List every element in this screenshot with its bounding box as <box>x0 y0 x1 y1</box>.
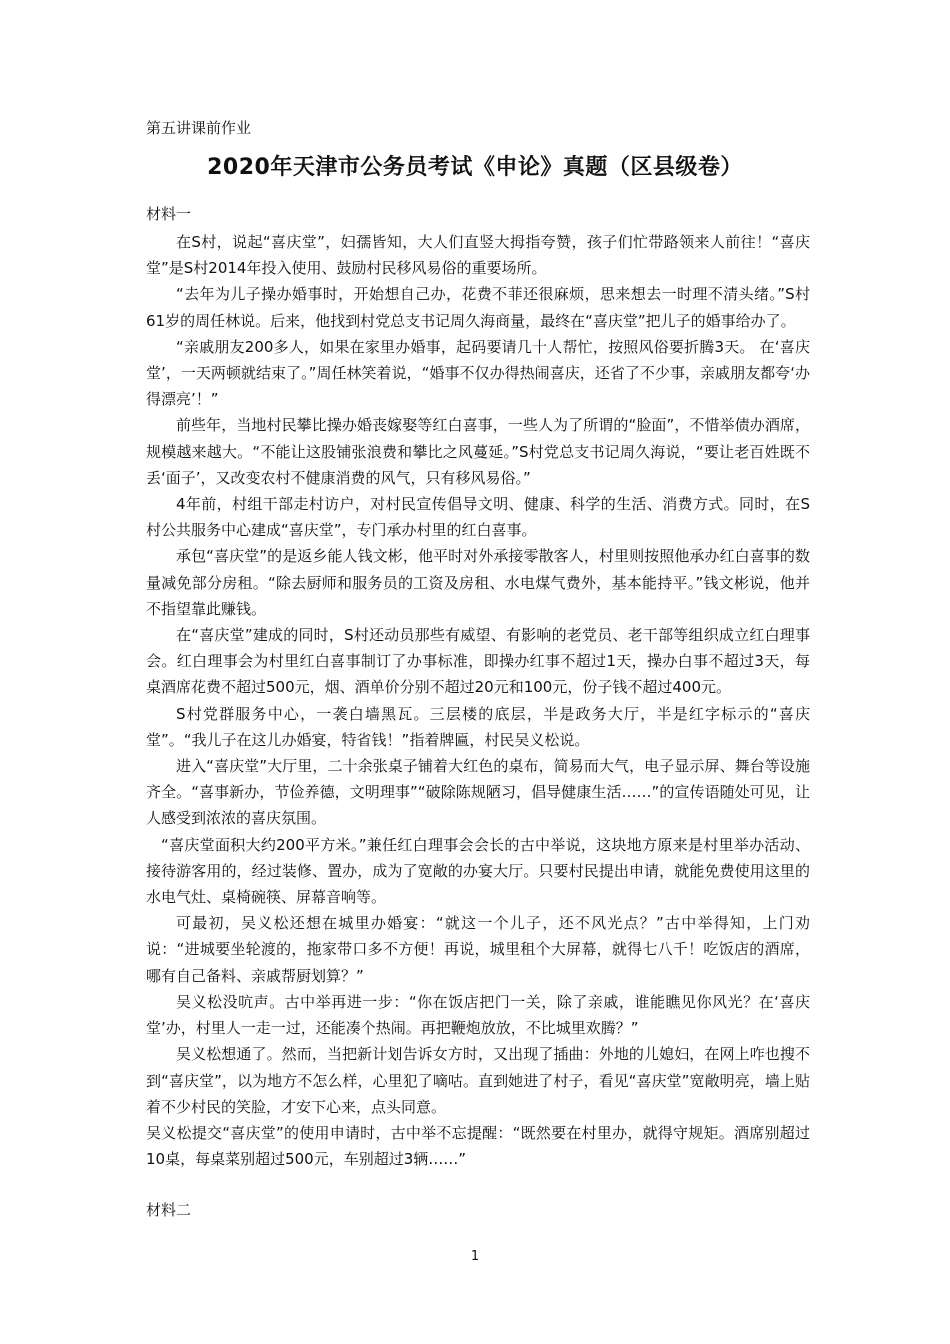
paragraph: 吴义松想通了。然而，当把新计划告诉女方时，又出现了插曲：外地的儿媳妇，在网上咋也搜不到“喜庆堂”，以为地方不怎么样，心里犯了嘀咕。直到她进了村子，看见“喜庆堂”宽敞明亮，墙上贴着不少村民的笑脸，才安下心来，点头同意。 <box>146 1045 810 1116</box>
section-label-material-1: 材料一 <box>146 205 192 223</box>
page-number: 1 <box>470 1249 480 1264</box>
paragraph: S村党群服务中心，一袭白墙黑瓦。三层楼的底层，半是政务大厅，半是红字标示的“喜庆堂”。“我儿子在这儿办婚宴，特省钱！”指着牌匾，村民吴义松说。 <box>146 704 810 749</box>
paragraph: 在“喜庆堂”建成的同时，S村还动员那些有威望、有影响的老党员、老干部等组织成立红白理事会。红白理事会为村里红白喜事制订了办事标准，即操办红事不超过1天，操办白事不超过3天，每桌酒席花费不超过500元，烟、酒单价分别不超过20元和100元，份子钱不超过400元。 <box>146 626 810 697</box>
section-label-material-2: 材料二 <box>146 1201 192 1219</box>
paragraph: 可最初，吴义松还想在城里办婚宴：“就这一个儿子，还不风光点？”古中举得知，上门劝说：“进城要坐轮渡的，拖家带口多不方便！再说，城里租个大屏幕，就得七八千！吃饭店的酒席，哪有自己备料、亲戚帮厨划算？” <box>146 914 810 985</box>
paragraph: 在S村，说起“喜庆堂”，妇孺皆知，大人们直竖大拇指夸赞，孩子们忙带路领来人前往！“喜庆堂”是S村2014年投入使用、鼓励村民移风易俗的重要场所。 <box>146 233 810 278</box>
paragraph: 承包“喜庆堂”的是返乡能人钱文彬，他平时对外承接零散客人，村里则按照他承办红白喜事的数量减免部分房租。“除去厨师和服务员的工资及房租、水电煤气费外，基本能持平。”钱文彬说，他并不指望靠此赚钱。 <box>146 547 810 618</box>
paragraph: 进入“喜庆堂”大厅里，二十余张桌子铺着大红色的桌布，简易而大气，电子显示屏、舞台等设施齐全。“喜事新办，节俭养德，文明理事”“破除陈规陋习，倡导健康生活……”的宣传语随处可见，让人感受到浓浓的喜庆氛围。 <box>146 757 810 828</box>
paragraph: “亲戚朋友200多人，如果在家里办婚事，起码要请几十人帮忙，按照风俗要折腾3天。 在‘喜庆堂’，一天两顿就结束了。”周任林笑着说，“婚事不仅办得热闹喜庆，还省了不少事，亲戚朋友都夸‘办得漂亮’！” <box>146 337 810 409</box>
document-title: 2020年天津市公务员考试《申论》真题（区县级卷） <box>207 155 743 180</box>
paragraph: 吴义松没吭声。古中举再进一步：“你在饭店把门一关，除了亲戚，谁能瞧见你风光？在‘喜庆堂’办，村里人一走一过，还能凑个热闹。再把鞭炮放放，不比城里欢腾？” <box>146 992 810 1038</box>
header-label: 第五讲课前作业 <box>146 119 252 137</box>
paragraph: “去年为儿子操办婚事时，开始想自己办，花费不菲还很麻烦，思来想去一时理不清头绪。”S村61岁的周任林说。后来，他找到村党总支书记周久海商量，最终在“喜庆堂”把儿子的婚事给办了。 <box>146 285 810 330</box>
body-text <box>146 229 810 1172</box>
paragraph: 吴义松提交“喜庆堂”的使用申请时，古中举不忘提醒：“既然要在村里办，就得守规矩。酒席别超过10桌，每桌菜别超过500元，车别超过3辆……” <box>146 1123 810 1169</box>
paragraph: 前些年，当地村民攀比操办婚丧嫁娶等红白喜事，一些人为了所谓的“脸面”，不惜举债办酒席，规模越来越大。“不能让这股铺张浪费和攀比之风蔓延。”S村党总支书记周久海说，“要让老百姓既不丢‘面子’，又改变农村不健康消费的风气，只有移风易俗。” <box>146 416 810 487</box>
paragraph: “喜庆堂面积大约200平方米。”兼任红白理事会会长的古中举说，这块地方原来是村里举办活动、接待游客用的，经过装修、置办，成为了宽敞的办宴大厅。只要村民提出申请，就能免费使用这里的水电气灶、桌椅碗筷、屏幕音响等。 <box>146 835 810 907</box>
paragraph: 4年前，村组干部走村访户，对村民宣传倡导文明、健康、科学的生活、消费方式。同时，在S村公共服务中心建成“喜庆堂”，专门承办村里的红白喜事。 <box>146 495 810 540</box>
